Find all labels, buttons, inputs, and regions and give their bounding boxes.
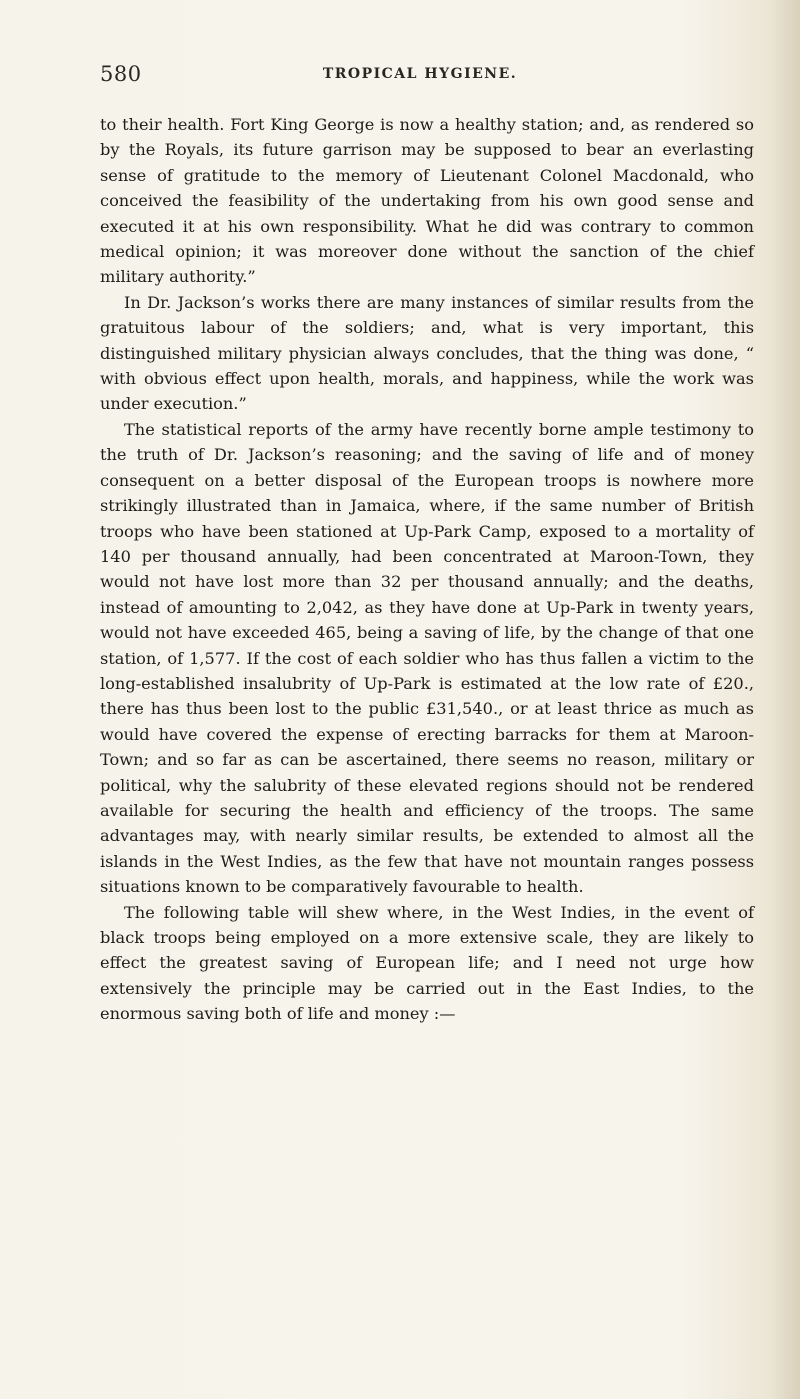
paragraph: to their health. Fort King George is now a healthy station; and, as rendered so by the Royals, its future garrison may be supposed to bear an everlasting sense of gratitude to the memory of Lieutenant Colonel Macdonald, who conceived the feasibility of the undertaking from his own good sense and executed it at his own responsibility. What he did was contrary to common medical opinion; it was moreover done without the sanction of the chief military authority.” xyxy=(100,115,754,287)
page-header xyxy=(100,62,740,92)
paragraph: In Dr. Jackson’s works there are many instances of similar results from the gratuitous labour of the soldiers; and, what is very important, this distinguished military physician always concludes, that the thing was done, “ with obvious effect upon health, morals, and happiness, while the work was under execution.” xyxy=(100,292,754,414)
paragraph: The statistical reports of the army have recently borne ample testimony to the truth of Dr. Jackson’s reasoning; and the saving of life and of money consequent on a better disposal of the European troops is nowhere more strikingly illustrated than in Jamaica, where, if the same number of British troops who have been stationed at Up-Park Camp, exposed to a mortality of 140 per thousand annually, had been concentrated at Maroon-Town, they would not have lost more than 32 per thousand annually; and the deaths, instead of amounting to 2,042, as they have done at Up-Park in twenty years, would not have exceeded 465, being a saving of life, by the change of that one station, of 1,577. If the cost of each soldier who has thus fallen a victim to the long-established insalubrity of Up-Park is estimated at the low rate of £20., there has thus been lost to the public £31,540., or at least thrice as much as would have covered the expense of erecting barracks for them at Maroon-Town; and so far as can be ascertained, there seems no reason, military or political, why the salubrity of these elevated regions should not be rendered available for securing the health and efficiency of the troops. The same advantages may, with nearly similar results, be extended to almost all the islands in the West Indies, as the few that have not mountain ranges possess situations known to be comparatively favourable to health. xyxy=(100,419,754,897)
running-head: TROPICAL HYGIENE. xyxy=(322,66,518,82)
paragraph: The following table will shew where, in the West Indies, in the event of black troops being employed on a more extensive scale, they are likely to effect the greatest saving of European life; and I need not urge how extensively the principle may be carried out in the East Indies, to the enormous saving both of life and money :— xyxy=(100,902,754,1024)
body-text xyxy=(100,112,754,1027)
page-number: 580 xyxy=(100,62,142,86)
